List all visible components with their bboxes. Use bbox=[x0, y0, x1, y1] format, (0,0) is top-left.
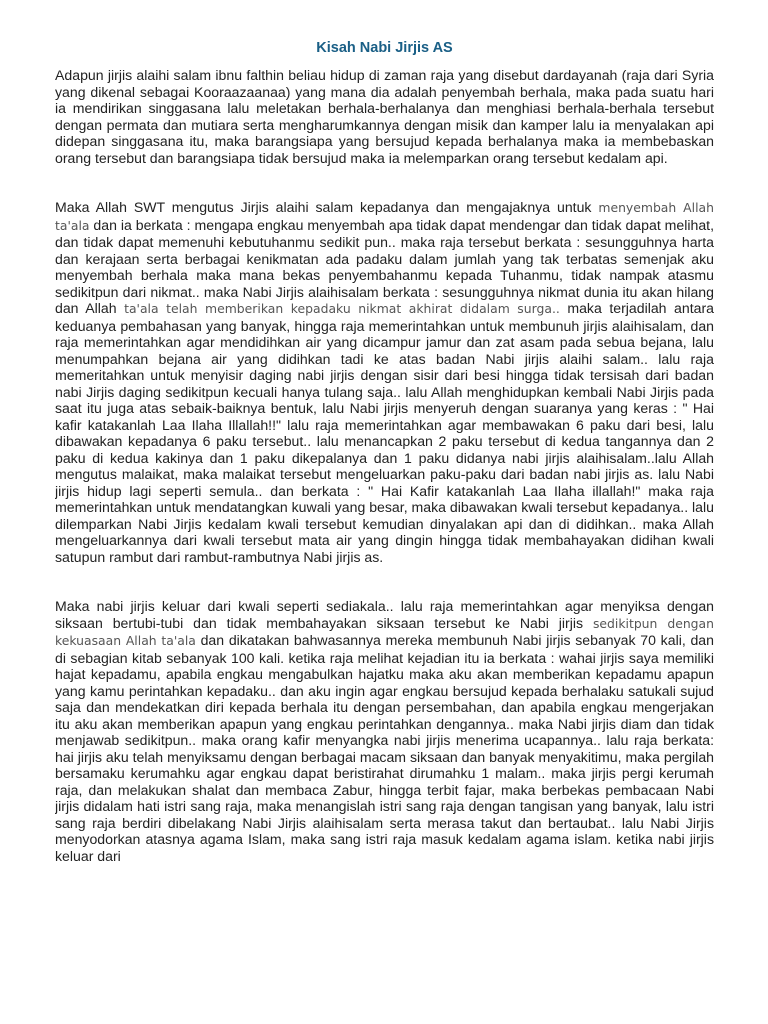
paragraph-text-segment: Maka Allah SWT mengutus Jirjis alaihi salam kepadanya dan mengajaknya untuk bbox=[55, 199, 599, 215]
document-page bbox=[55, 38, 714, 1024]
paragraph-text-segment: menyembah Allah ta'ala bbox=[55, 200, 714, 233]
paragraph-text-segment: dan ia berkata : mengapa engkau menyembah apa tidak dapat mendengar dan tidak dapat melihat, dan tidak dapat memenuhi kebutuhanmu sedikit pun.. maka raja tersebut berkata : sesungguhnya harta dan kerajaan serta berbagai kenikmatan ada padaku dalam jumlah yang tak terbatas semenjak aku menyembah berhala maka mana bekas penyembahanmu kepada Tuhanmu, tidak nampak atasmu sedikitpun dari nikmat.. maka Nabi Jirjis alaihisalam berkata : sesungguhnya nikmat dunia itu akan hilang dan Allah bbox=[55, 216, 714, 316]
paragraph-text-segment: dan dikatakan bahwasannya mereka membunuh Nabi jirjis sebanyak 70 kali, dan di sebagian kitab sebanyak 100 kali. ketika raja melihat kejadian itu ia berkata : wahai jirjis saya memiliki hajat kepadamu, apabila engkau mengabulkan hajatku maka aku akan memberikan kepadamu apapun yang kamu perintahkan kepadaku.. dan aku ingin agar engkau bersujud kepada berhalaku satukali sujud saja dan mendekatkan diri kepada berhala itu dengan persembahan, dan apabila engkau mengerjakan itu aku akan memberikan apapun yang engkau perintahkan dengannya.. maka Nabi jirjis diam dan tidak menjawab sedikitpun.. maka orang kafir menyangka nabi jirjis menerima ucapannya.. lalu raja berkata: hai jirjis aku telah menyiksamu dengan berbagai macam siksaan dan banyak menyakitimu, maka pergilah bersamaku kerumahku agar engkau dapat beristirahat dirumahku 1 malam.. maka jirjis pergi kerumah raja, dan melakukan shalat dan membaca Zabur, hingga terbit fajar, maka berbekas pembacaan Nabi jirjis didalam hati istri sang raja, maka menangislah istri sang raja dengan tangisan yang banyak, lalu istri sang raja berdiri dibelakang Nabi Jirjis alaihisalam serta merasa takut dan bertaubat.. lalu Nabi Jirjis menyodorkan atasnya agama Islam, maka sang istri raja masuk kedalam agama islam. ketika nabi jirjis keluar dari bbox=[55, 632, 714, 864]
paragraph-text-segment: Adapun jirjis alaihi salam ibnu falthin beliau hidup di zaman raja yang disebut dardayanah (raja dari Syria yang dikenal sebagai Kooraazaanaa) yang mana dia adalah penyembah berhala, maka pada suatu hari ia mendirikan singgasana lalu meletakan berhala-berhalanya dan menghiasi berhala-berhala tersebut dengan permata dan mutiara serta mengharumkannya dengan misik dan kamper lalu ia menyalakan api didepan singgasana itu, maka barangsiapa yang bersujud kepada berhalanya maka ia membebaskan orang tersebut dan barangsiapa tidak bersujud maka ia melemparkan orang tersebut kedalam api. bbox=[55, 67, 714, 166]
paragraph-text-segment: ta'ala telah memberikan kepadaku nikmat akhirat didalam surga.. bbox=[124, 301, 560, 316]
paragraph bbox=[55, 67, 714, 166]
paragraph-text-segment: sedikitpun dengan kekuasaan Allah ta'ala bbox=[55, 615, 714, 648]
paragraph-text-segment: Maka nabi jirjis keluar dari kwali seperti sediakala.. lalu raja memerintahkan agar menyiksa dengan siksaan bertubi-tubi dan tidak membahayakan siksaan tersebut ke Nabi jirjis bbox=[55, 598, 714, 631]
paragraph bbox=[55, 199, 714, 565]
paragraph bbox=[55, 598, 714, 864]
document-title: Kisah Nabi Jirjis AS bbox=[316, 40, 453, 56]
document-body bbox=[55, 67, 714, 864]
paragraph-text-segment: maka terjadilah antara keduanya pembahasan yang banyak, hingga raja memerintahkan untuk membunuh jirjis alaihisalam, dan raja memerintahkan agar mendidihkan air yang dicampur jamur dan zat asam pada sebua bejana, lalu menumpahkan bejana air yang didihkan tadi ke atas badan Nabi jirjis alaihi salam.. lalu raja memeritahkan untuk menyisir daging nabi jirjis dengan sisir dari besi hingga tidak tersisah dari badan nabi Jirjis daging sedikitpun kecuali hanya tulang saja.. lalu Allah menghidupkan kembali Nabi Jirjis pada saat itu juga atas sebaik-baiknya bentuk, lalu Nabi jirjis menyeruh dengan suaranya yang keras : " Hai kafir katakanlah Laa Ilaha Illallah!!" lalu raja memerintahkan agar membawakan 6 paku dari besi, lalu dibawakan kepadanya 6 paku tersebut.. lalu menancapkan 2 paku tersebut di kedua tangannya dan 2 paku di kedua kakinya dan 1 paku dikepalanya dan 1 paku didanya nabi jirjis alaihisalam..lalu Allah mengutus malaikat, maka malaikat tersebut mengeluarkan paku-paku dari badan nabi jirjis as. lalu Nabi jirjis hidup lagi seperti semula.. dan berkata : " Hai Kafir katakanlah Laa Ilaha illallah!" maka raja memerintahkan untuk mendatangkan kuwali yang besar, maka dibawakan kwali tersebut kepadanya.. lalu dilemparkan Nabi Jirjis kedalam kwali tersebut kemudian dinyalakan api dan di didihkan.. maka Allah mengeluarkannya dari kwali tersebut mata air yang dingin hingga tidak membahayakan didihan kwali satupun rambut dari rambut-rambutnya Nabi jirjis as. bbox=[55, 300, 714, 565]
